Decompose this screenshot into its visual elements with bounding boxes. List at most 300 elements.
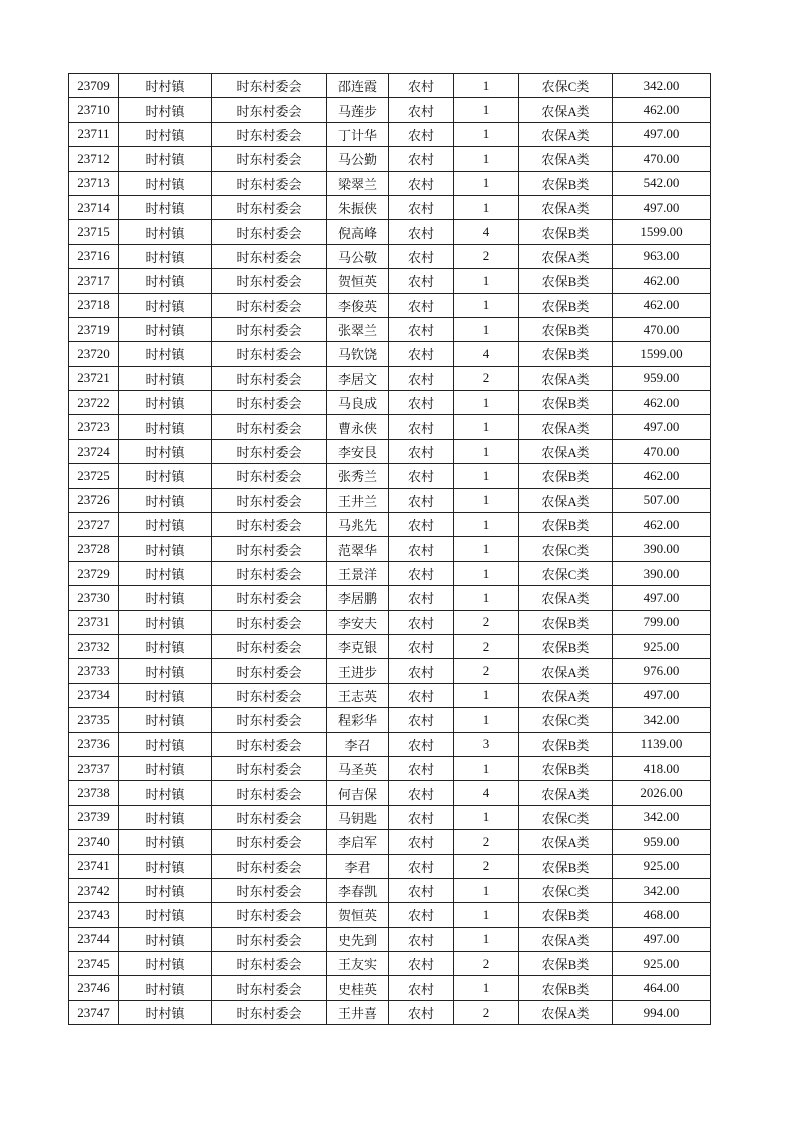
record-id-cell: 23737 (69, 756, 119, 780)
village-committee-cell: 时东村委会 (212, 756, 327, 780)
record-id-cell: 23733 (69, 659, 119, 683)
household-type-cell: 农村 (389, 537, 454, 561)
person-name-cell: 贺恒英 (327, 903, 389, 927)
village-committee-cell: 时东村委会 (212, 439, 327, 463)
table-row (69, 293, 711, 317)
person-name-cell: 曹永侠 (327, 415, 389, 439)
record-id-cell: 23741 (69, 854, 119, 878)
record-id-cell: 23745 (69, 952, 119, 976)
insurance-category-cell: 农保A类 (519, 927, 613, 951)
record-id-cell: 23744 (69, 927, 119, 951)
record-id-cell: 23716 (69, 244, 119, 268)
record-id-cell: 23747 (69, 1000, 119, 1024)
household-type-cell: 农村 (389, 439, 454, 463)
table-row (69, 756, 711, 780)
town-cell: 时村镇 (119, 756, 212, 780)
person-name-cell: 王景洋 (327, 561, 389, 585)
insurance-category-cell: 农保B类 (519, 976, 613, 1000)
table-row (69, 732, 711, 756)
household-type-cell: 农村 (389, 1000, 454, 1024)
record-id-cell: 23721 (69, 366, 119, 390)
amount-cell: 342.00 (613, 708, 711, 732)
amount-cell: 925.00 (613, 634, 711, 658)
household-type-cell: 农村 (389, 976, 454, 1000)
table-row (69, 122, 711, 146)
person-name-cell: 李安夫 (327, 610, 389, 634)
town-cell: 时村镇 (119, 122, 212, 146)
town-cell: 时村镇 (119, 220, 212, 244)
person-name-cell: 李克银 (327, 634, 389, 658)
amount-cell: 342.00 (613, 878, 711, 902)
person-name-cell: 李居文 (327, 366, 389, 390)
person-name-cell: 王井喜 (327, 1000, 389, 1024)
insurance-category-cell: 农保A类 (519, 1000, 613, 1024)
record-id-cell: 23722 (69, 391, 119, 415)
record-id-cell: 23725 (69, 464, 119, 488)
person-name-cell: 李君 (327, 854, 389, 878)
record-id-cell: 23734 (69, 683, 119, 707)
table-row (69, 586, 711, 610)
table-row (69, 220, 711, 244)
table-row (69, 244, 711, 268)
person-name-cell: 史桂英 (327, 976, 389, 1000)
table-row (69, 976, 711, 1000)
household-type-cell: 农村 (389, 952, 454, 976)
village-committee-cell: 时东村委会 (212, 391, 327, 415)
member-count-cell: 1 (454, 147, 519, 171)
amount-cell: 342.00 (613, 805, 711, 829)
household-type-cell: 农村 (389, 195, 454, 219)
amount-cell: 925.00 (613, 854, 711, 878)
amount-cell: 470.00 (613, 317, 711, 341)
table-row (69, 317, 711, 341)
town-cell: 时村镇 (119, 781, 212, 805)
record-id-cell: 23739 (69, 805, 119, 829)
village-committee-cell: 时东村委会 (212, 830, 327, 854)
member-count-cell: 1 (454, 317, 519, 341)
person-name-cell: 马莲步 (327, 98, 389, 122)
person-name-cell: 王进步 (327, 659, 389, 683)
village-committee-cell: 时东村委会 (212, 293, 327, 317)
amount-cell: 462.00 (613, 293, 711, 317)
member-count-cell: 1 (454, 903, 519, 927)
person-name-cell: 何吉保 (327, 781, 389, 805)
town-cell: 时村镇 (119, 732, 212, 756)
person-name-cell: 史先到 (327, 927, 389, 951)
household-type-cell: 农村 (389, 488, 454, 512)
record-id-cell: 23738 (69, 781, 119, 805)
table-row (69, 781, 711, 805)
town-cell: 时村镇 (119, 634, 212, 658)
insurance-category-cell: 农保C类 (519, 878, 613, 902)
insurance-category-cell: 农保B类 (519, 342, 613, 366)
table-row (69, 1000, 711, 1024)
household-type-cell: 农村 (389, 366, 454, 390)
household-type-cell: 农村 (389, 293, 454, 317)
town-cell: 时村镇 (119, 317, 212, 341)
amount-cell: 390.00 (613, 561, 711, 585)
household-type-cell: 农村 (389, 634, 454, 658)
village-committee-cell: 时东村委会 (212, 952, 327, 976)
household-type-cell: 农村 (389, 732, 454, 756)
person-name-cell: 马钦饶 (327, 342, 389, 366)
table-row (69, 513, 711, 537)
member-count-cell: 1 (454, 415, 519, 439)
amount-cell: 497.00 (613, 195, 711, 219)
amount-cell: 462.00 (613, 513, 711, 537)
table-row (69, 147, 711, 171)
amount-cell: 497.00 (613, 122, 711, 146)
member-count-cell: 1 (454, 98, 519, 122)
household-type-cell: 农村 (389, 805, 454, 829)
household-type-cell: 农村 (389, 415, 454, 439)
amount-cell: 470.00 (613, 439, 711, 463)
town-cell: 时村镇 (119, 878, 212, 902)
village-committee-cell: 时东村委会 (212, 98, 327, 122)
person-name-cell: 李居鹏 (327, 586, 389, 610)
member-count-cell: 2 (454, 830, 519, 854)
amount-cell: 497.00 (613, 415, 711, 439)
town-cell: 时村镇 (119, 293, 212, 317)
member-count-cell: 2 (454, 244, 519, 268)
village-committee-cell: 时东村委会 (212, 317, 327, 341)
household-type-cell: 农村 (389, 854, 454, 878)
record-id-cell: 23718 (69, 293, 119, 317)
member-count-cell: 1 (454, 293, 519, 317)
person-name-cell: 程彩华 (327, 708, 389, 732)
table-row (69, 366, 711, 390)
village-committee-cell: 时东村委会 (212, 586, 327, 610)
household-type-cell: 农村 (389, 220, 454, 244)
member-count-cell: 2 (454, 366, 519, 390)
household-type-cell: 农村 (389, 756, 454, 780)
amount-cell: 497.00 (613, 683, 711, 707)
town-cell: 时村镇 (119, 708, 212, 732)
record-id-cell: 23732 (69, 634, 119, 658)
village-committee-cell: 时东村委会 (212, 244, 327, 268)
amount-cell: 994.00 (613, 1000, 711, 1024)
household-type-cell: 农村 (389, 269, 454, 293)
village-committee-cell: 时东村委会 (212, 878, 327, 902)
insurance-category-cell: 农保C类 (519, 74, 613, 98)
village-committee-cell: 时东村委会 (212, 1000, 327, 1024)
person-name-cell: 邵连霞 (327, 74, 389, 98)
member-count-cell: 1 (454, 74, 519, 98)
record-id-cell: 23728 (69, 537, 119, 561)
person-name-cell: 李召 (327, 732, 389, 756)
table-row (69, 927, 711, 951)
member-count-cell: 1 (454, 464, 519, 488)
member-count-cell: 1 (454, 537, 519, 561)
household-type-cell: 农村 (389, 659, 454, 683)
insurance-category-cell: 农保C类 (519, 561, 613, 585)
town-cell: 时村镇 (119, 561, 212, 585)
member-count-cell: 1 (454, 439, 519, 463)
insurance-category-cell: 农保A类 (519, 830, 613, 854)
town-cell: 时村镇 (119, 805, 212, 829)
town-cell: 时村镇 (119, 976, 212, 1000)
village-committee-cell: 时东村委会 (212, 488, 327, 512)
member-count-cell: 1 (454, 683, 519, 707)
table-row (69, 830, 711, 854)
table-row (69, 464, 711, 488)
amount-cell: 799.00 (613, 610, 711, 634)
person-name-cell: 王井兰 (327, 488, 389, 512)
amount-cell: 963.00 (613, 244, 711, 268)
insurance-category-cell: 农保A类 (519, 415, 613, 439)
town-cell: 时村镇 (119, 98, 212, 122)
town-cell: 时村镇 (119, 415, 212, 439)
village-committee-cell: 时东村委会 (212, 927, 327, 951)
town-cell: 时村镇 (119, 244, 212, 268)
person-name-cell: 马公勤 (327, 147, 389, 171)
town-cell: 时村镇 (119, 903, 212, 927)
amount-cell: 2026.00 (613, 781, 711, 805)
town-cell: 时村镇 (119, 927, 212, 951)
village-committee-cell: 时东村委会 (212, 976, 327, 1000)
amount-cell: 462.00 (613, 391, 711, 415)
town-cell: 时村镇 (119, 683, 212, 707)
record-id-cell: 23735 (69, 708, 119, 732)
table-row (69, 74, 711, 98)
household-type-cell: 农村 (389, 561, 454, 585)
household-type-cell: 农村 (389, 317, 454, 341)
amount-cell: 925.00 (613, 952, 711, 976)
household-type-cell: 农村 (389, 98, 454, 122)
town-cell: 时村镇 (119, 342, 212, 366)
insurance-category-cell: 农保B类 (519, 903, 613, 927)
table-row (69, 708, 711, 732)
record-id-cell: 23730 (69, 586, 119, 610)
household-type-cell: 农村 (389, 830, 454, 854)
table-row (69, 537, 711, 561)
person-name-cell: 李安艮 (327, 439, 389, 463)
household-type-cell: 农村 (389, 586, 454, 610)
insurance-category-cell: 农保B类 (519, 610, 613, 634)
town-cell: 时村镇 (119, 366, 212, 390)
amount-cell: 462.00 (613, 269, 711, 293)
person-name-cell: 马公敬 (327, 244, 389, 268)
insurance-category-cell: 农保B类 (519, 269, 613, 293)
person-name-cell: 马钥匙 (327, 805, 389, 829)
village-committee-cell: 时东村委会 (212, 610, 327, 634)
table-row (69, 269, 711, 293)
record-id-cell: 23723 (69, 415, 119, 439)
person-name-cell: 朱振侠 (327, 195, 389, 219)
amount-cell: 418.00 (613, 756, 711, 780)
village-committee-cell: 时东村委会 (212, 561, 327, 585)
person-name-cell: 范翠华 (327, 537, 389, 561)
village-committee-cell: 时东村委会 (212, 854, 327, 878)
member-count-cell: 1 (454, 488, 519, 512)
record-id-cell: 23720 (69, 342, 119, 366)
insurance-category-cell: 农保A类 (519, 683, 613, 707)
amount-cell: 464.00 (613, 976, 711, 1000)
town-cell: 时村镇 (119, 147, 212, 171)
person-name-cell: 梁翠兰 (327, 171, 389, 195)
member-count-cell: 1 (454, 805, 519, 829)
town-cell: 时村镇 (119, 439, 212, 463)
table-body (69, 74, 711, 1025)
town-cell: 时村镇 (119, 854, 212, 878)
record-id-cell: 23709 (69, 74, 119, 98)
household-type-cell: 农村 (389, 122, 454, 146)
amount-cell: 497.00 (613, 927, 711, 951)
insurance-category-cell: 农保B类 (519, 756, 613, 780)
insurance-category-cell: 农保A类 (519, 244, 613, 268)
insurance-category-cell: 农保B类 (519, 952, 613, 976)
household-type-cell: 农村 (389, 683, 454, 707)
person-name-cell: 张翠兰 (327, 317, 389, 341)
table-row (69, 878, 711, 902)
member-count-cell: 1 (454, 878, 519, 902)
record-id-cell: 23729 (69, 561, 119, 585)
amount-cell: 342.00 (613, 74, 711, 98)
table-row (69, 439, 711, 463)
village-committee-cell: 时东村委会 (212, 537, 327, 561)
village-committee-cell: 时东村委会 (212, 805, 327, 829)
table-row (69, 952, 711, 976)
town-cell: 时村镇 (119, 513, 212, 537)
village-committee-cell: 时东村委会 (212, 634, 327, 658)
person-name-cell: 李启军 (327, 830, 389, 854)
table-row (69, 634, 711, 658)
table-row (69, 561, 711, 585)
member-count-cell: 3 (454, 732, 519, 756)
village-committee-cell: 时东村委会 (212, 659, 327, 683)
person-name-cell: 倪高峰 (327, 220, 389, 244)
member-count-cell: 1 (454, 561, 519, 585)
table-row (69, 195, 711, 219)
village-committee-cell: 时东村委会 (212, 171, 327, 195)
insurance-category-cell: 农保B类 (519, 464, 613, 488)
table-row (69, 488, 711, 512)
village-committee-cell: 时东村委会 (212, 342, 327, 366)
table-row (69, 903, 711, 927)
village-committee-cell: 时东村委会 (212, 366, 327, 390)
town-cell: 时村镇 (119, 610, 212, 634)
village-committee-cell: 时东村委会 (212, 903, 327, 927)
member-count-cell: 1 (454, 171, 519, 195)
record-id-cell: 23714 (69, 195, 119, 219)
town-cell: 时村镇 (119, 391, 212, 415)
village-committee-cell: 时东村委会 (212, 195, 327, 219)
table-row (69, 805, 711, 829)
town-cell: 时村镇 (119, 269, 212, 293)
amount-cell: 542.00 (613, 171, 711, 195)
table-row (69, 683, 711, 707)
record-id-cell: 23724 (69, 439, 119, 463)
town-cell: 时村镇 (119, 659, 212, 683)
household-type-cell: 农村 (389, 927, 454, 951)
insurance-category-cell: 农保B类 (519, 293, 613, 317)
insurance-category-cell: 农保A类 (519, 439, 613, 463)
amount-cell: 976.00 (613, 659, 711, 683)
village-committee-cell: 时东村委会 (212, 683, 327, 707)
town-cell: 时村镇 (119, 171, 212, 195)
record-id-cell: 23740 (69, 830, 119, 854)
town-cell: 时村镇 (119, 464, 212, 488)
amount-cell: 390.00 (613, 537, 711, 561)
amount-cell: 959.00 (613, 366, 711, 390)
person-name-cell: 王志英 (327, 683, 389, 707)
insurance-category-cell: 农保B类 (519, 732, 613, 756)
insurance-category-cell: 农保B类 (519, 391, 613, 415)
household-type-cell: 农村 (389, 513, 454, 537)
table-row (69, 415, 711, 439)
amount-cell: 468.00 (613, 903, 711, 927)
record-id-cell: 23711 (69, 122, 119, 146)
person-name-cell: 丁计华 (327, 122, 389, 146)
insurance-category-cell: 农保A类 (519, 488, 613, 512)
person-name-cell: 马兆先 (327, 513, 389, 537)
village-committee-cell: 时东村委会 (212, 781, 327, 805)
household-type-cell: 农村 (389, 781, 454, 805)
person-name-cell: 马圣英 (327, 756, 389, 780)
insurance-category-cell: 农保A类 (519, 98, 613, 122)
member-count-cell: 2 (454, 854, 519, 878)
amount-cell: 507.00 (613, 488, 711, 512)
member-count-cell: 1 (454, 269, 519, 293)
insurance-category-cell: 农保A类 (519, 586, 613, 610)
amount-cell: 1599.00 (613, 342, 711, 366)
insurance-category-cell: 农保A类 (519, 659, 613, 683)
household-type-cell: 农村 (389, 342, 454, 366)
record-id-cell: 23710 (69, 98, 119, 122)
member-count-cell: 2 (454, 634, 519, 658)
household-type-cell: 农村 (389, 391, 454, 415)
table-row (69, 854, 711, 878)
household-type-cell: 农村 (389, 878, 454, 902)
record-id-cell: 23719 (69, 317, 119, 341)
insurance-category-cell: 农保A类 (519, 122, 613, 146)
member-count-cell: 1 (454, 708, 519, 732)
person-name-cell: 李春凯 (327, 878, 389, 902)
record-id-cell: 23742 (69, 878, 119, 902)
person-name-cell: 贺恒英 (327, 269, 389, 293)
village-committee-cell: 时东村委会 (212, 74, 327, 98)
village-committee-cell: 时东村委会 (212, 464, 327, 488)
member-count-cell: 1 (454, 391, 519, 415)
person-name-cell: 马良成 (327, 391, 389, 415)
insurance-category-cell: 农保B类 (519, 220, 613, 244)
table-row (69, 98, 711, 122)
person-name-cell: 张秀兰 (327, 464, 389, 488)
town-cell: 时村镇 (119, 1000, 212, 1024)
household-type-cell: 农村 (389, 464, 454, 488)
record-id-cell: 23746 (69, 976, 119, 1000)
table-row (69, 391, 711, 415)
village-committee-cell: 时东村委会 (212, 415, 327, 439)
amount-cell: 462.00 (613, 464, 711, 488)
town-cell: 时村镇 (119, 74, 212, 98)
record-id-cell: 23713 (69, 171, 119, 195)
amount-cell: 497.00 (613, 586, 711, 610)
household-type-cell: 农村 (389, 74, 454, 98)
insurance-category-cell: 农保C类 (519, 708, 613, 732)
member-count-cell: 1 (454, 756, 519, 780)
allowance-table (68, 73, 711, 1025)
town-cell: 时村镇 (119, 586, 212, 610)
table-row (69, 659, 711, 683)
town-cell: 时村镇 (119, 537, 212, 561)
village-committee-cell: 时东村委会 (212, 708, 327, 732)
insurance-category-cell: 农保B类 (519, 634, 613, 658)
insurance-category-cell: 农保B类 (519, 513, 613, 537)
member-count-cell: 2 (454, 1000, 519, 1024)
member-count-cell: 4 (454, 220, 519, 244)
household-type-cell: 农村 (389, 610, 454, 634)
